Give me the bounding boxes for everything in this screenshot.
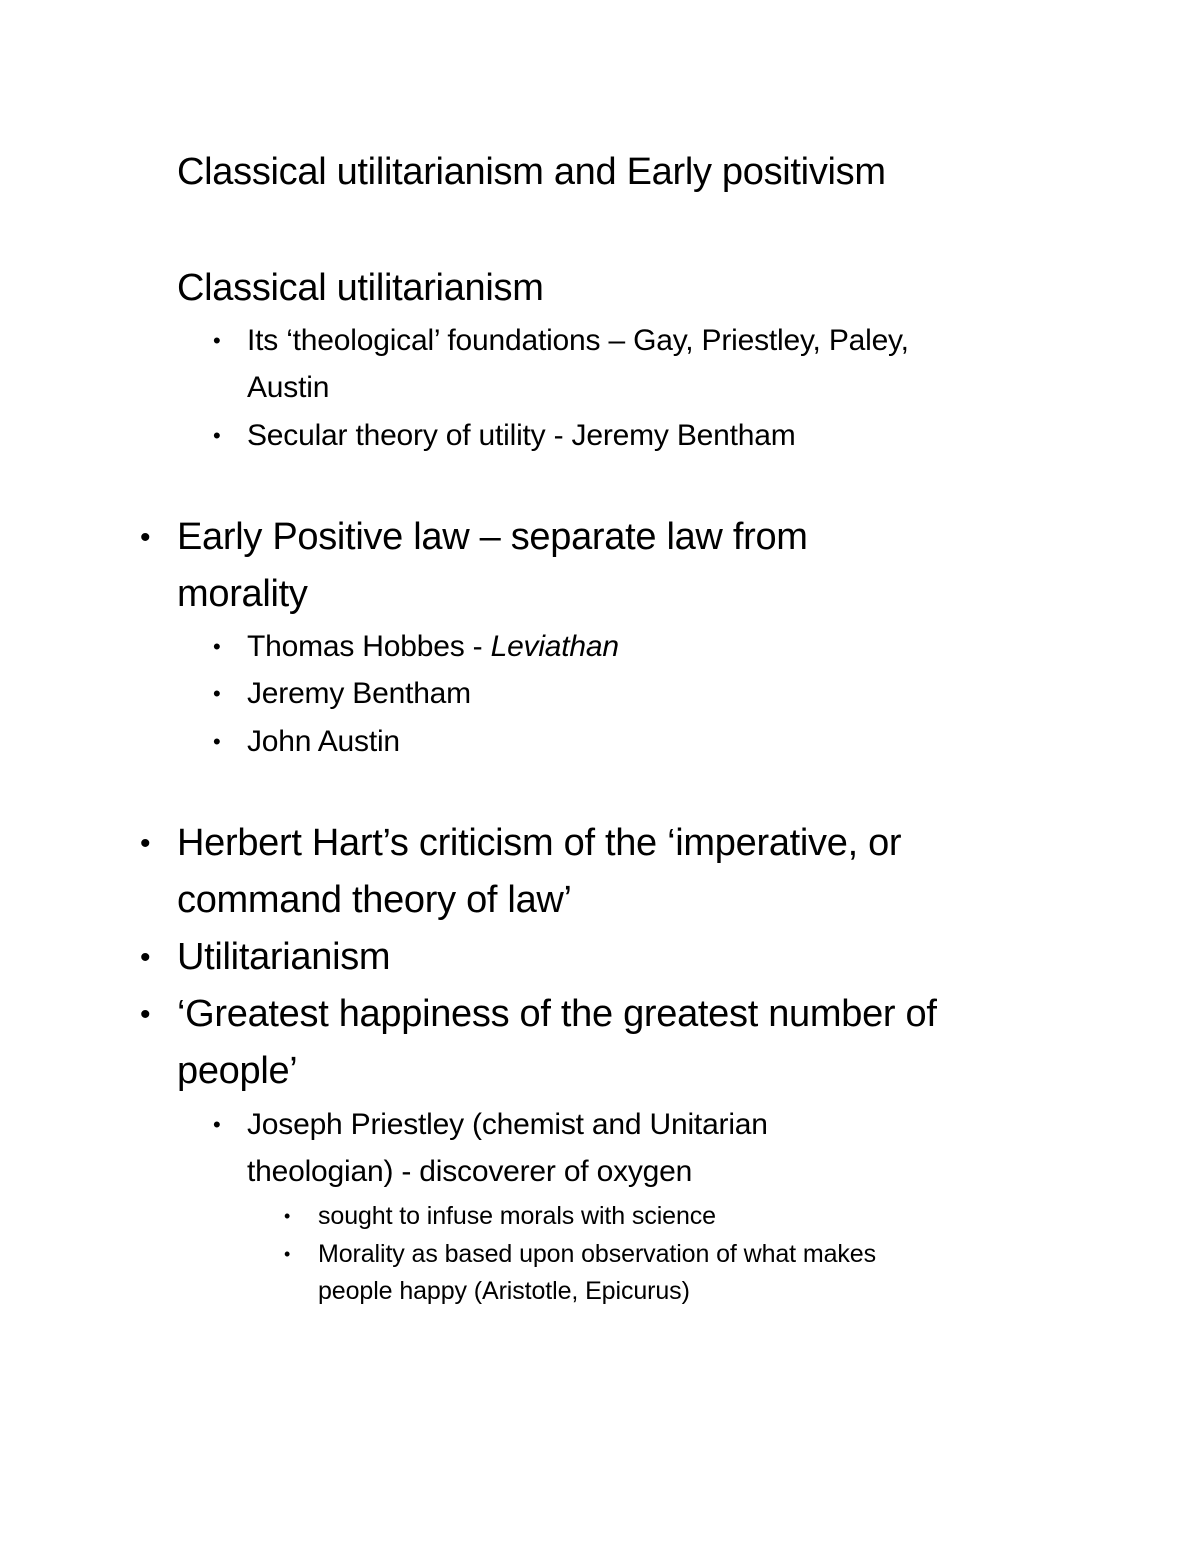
bullet-icon: • bbox=[213, 423, 221, 448]
list-item-secular-theory: Secular theory of utility - Jeremy Bentham bbox=[247, 419, 796, 452]
list-item-greatest-happiness-line2: people’ bbox=[177, 1050, 298, 1092]
list-item-early-positive-law-line1: Early Positive law – separate law from bbox=[177, 516, 808, 558]
list-item-morality-observation-line1: Morality as based upon observation of what makes bbox=[318, 1240, 877, 1268]
section-heading-classical-utilitarianism: Classical utilitarianism bbox=[177, 267, 544, 309]
list-item-thomas-hobbes bbox=[247, 623, 619, 670]
bullet-icon: • bbox=[213, 729, 221, 754]
list-item-utilitarianism: Utilitarianism bbox=[177, 936, 391, 978]
bullet-icon: • bbox=[213, 681, 221, 706]
bullet-icon: • bbox=[213, 328, 221, 353]
list-item-joseph-priestley-line2: theologian) - discoverer of oxygen bbox=[247, 1155, 693, 1188]
page-title: Classical utilitarianism and Early positivism bbox=[177, 151, 886, 193]
list-item-theological-foundations-line2: Austin bbox=[247, 371, 330, 404]
list-item-infuse-morals: sought to infuse morals with science bbox=[318, 1202, 716, 1230]
bullet-icon: • bbox=[140, 998, 151, 1031]
list-item-hart-criticism-line1: Herbert Hart’s criticism of the ‘imperative, or bbox=[177, 822, 902, 864]
list-item-hart-criticism-line2: command theory of law’ bbox=[177, 879, 572, 921]
bullet-icon: • bbox=[140, 827, 151, 860]
list-item-early-positive-law-line2: morality bbox=[177, 573, 308, 615]
list-item-jeremy-bentham: Jeremy Bentham bbox=[247, 677, 471, 710]
hobbes-name: Thomas Hobbes - bbox=[247, 630, 491, 663]
bullet-icon: • bbox=[284, 1206, 291, 1226]
bullet-icon: • bbox=[140, 521, 151, 554]
list-item-greatest-happiness-line1: ‘Greatest happiness of the greatest number of bbox=[177, 993, 937, 1035]
list-item-john-austin: John Austin bbox=[247, 725, 400, 758]
bullet-icon: • bbox=[284, 1244, 291, 1264]
bullet-icon: • bbox=[140, 941, 151, 974]
bullet-icon: • bbox=[213, 634, 221, 659]
bullet-icon: • bbox=[213, 1112, 221, 1137]
list-item-joseph-priestley-line1: Joseph Priestley (chemist and Unitarian bbox=[247, 1108, 768, 1141]
list-item-theological-foundations-line1: Its ‘theological’ foundations – Gay, Priestley, Paley, bbox=[247, 324, 909, 357]
leviathan-title: Leviathan bbox=[490, 630, 619, 663]
list-item-morality-observation-line2: people happy (Aristotle, Epicurus) bbox=[318, 1277, 690, 1305]
